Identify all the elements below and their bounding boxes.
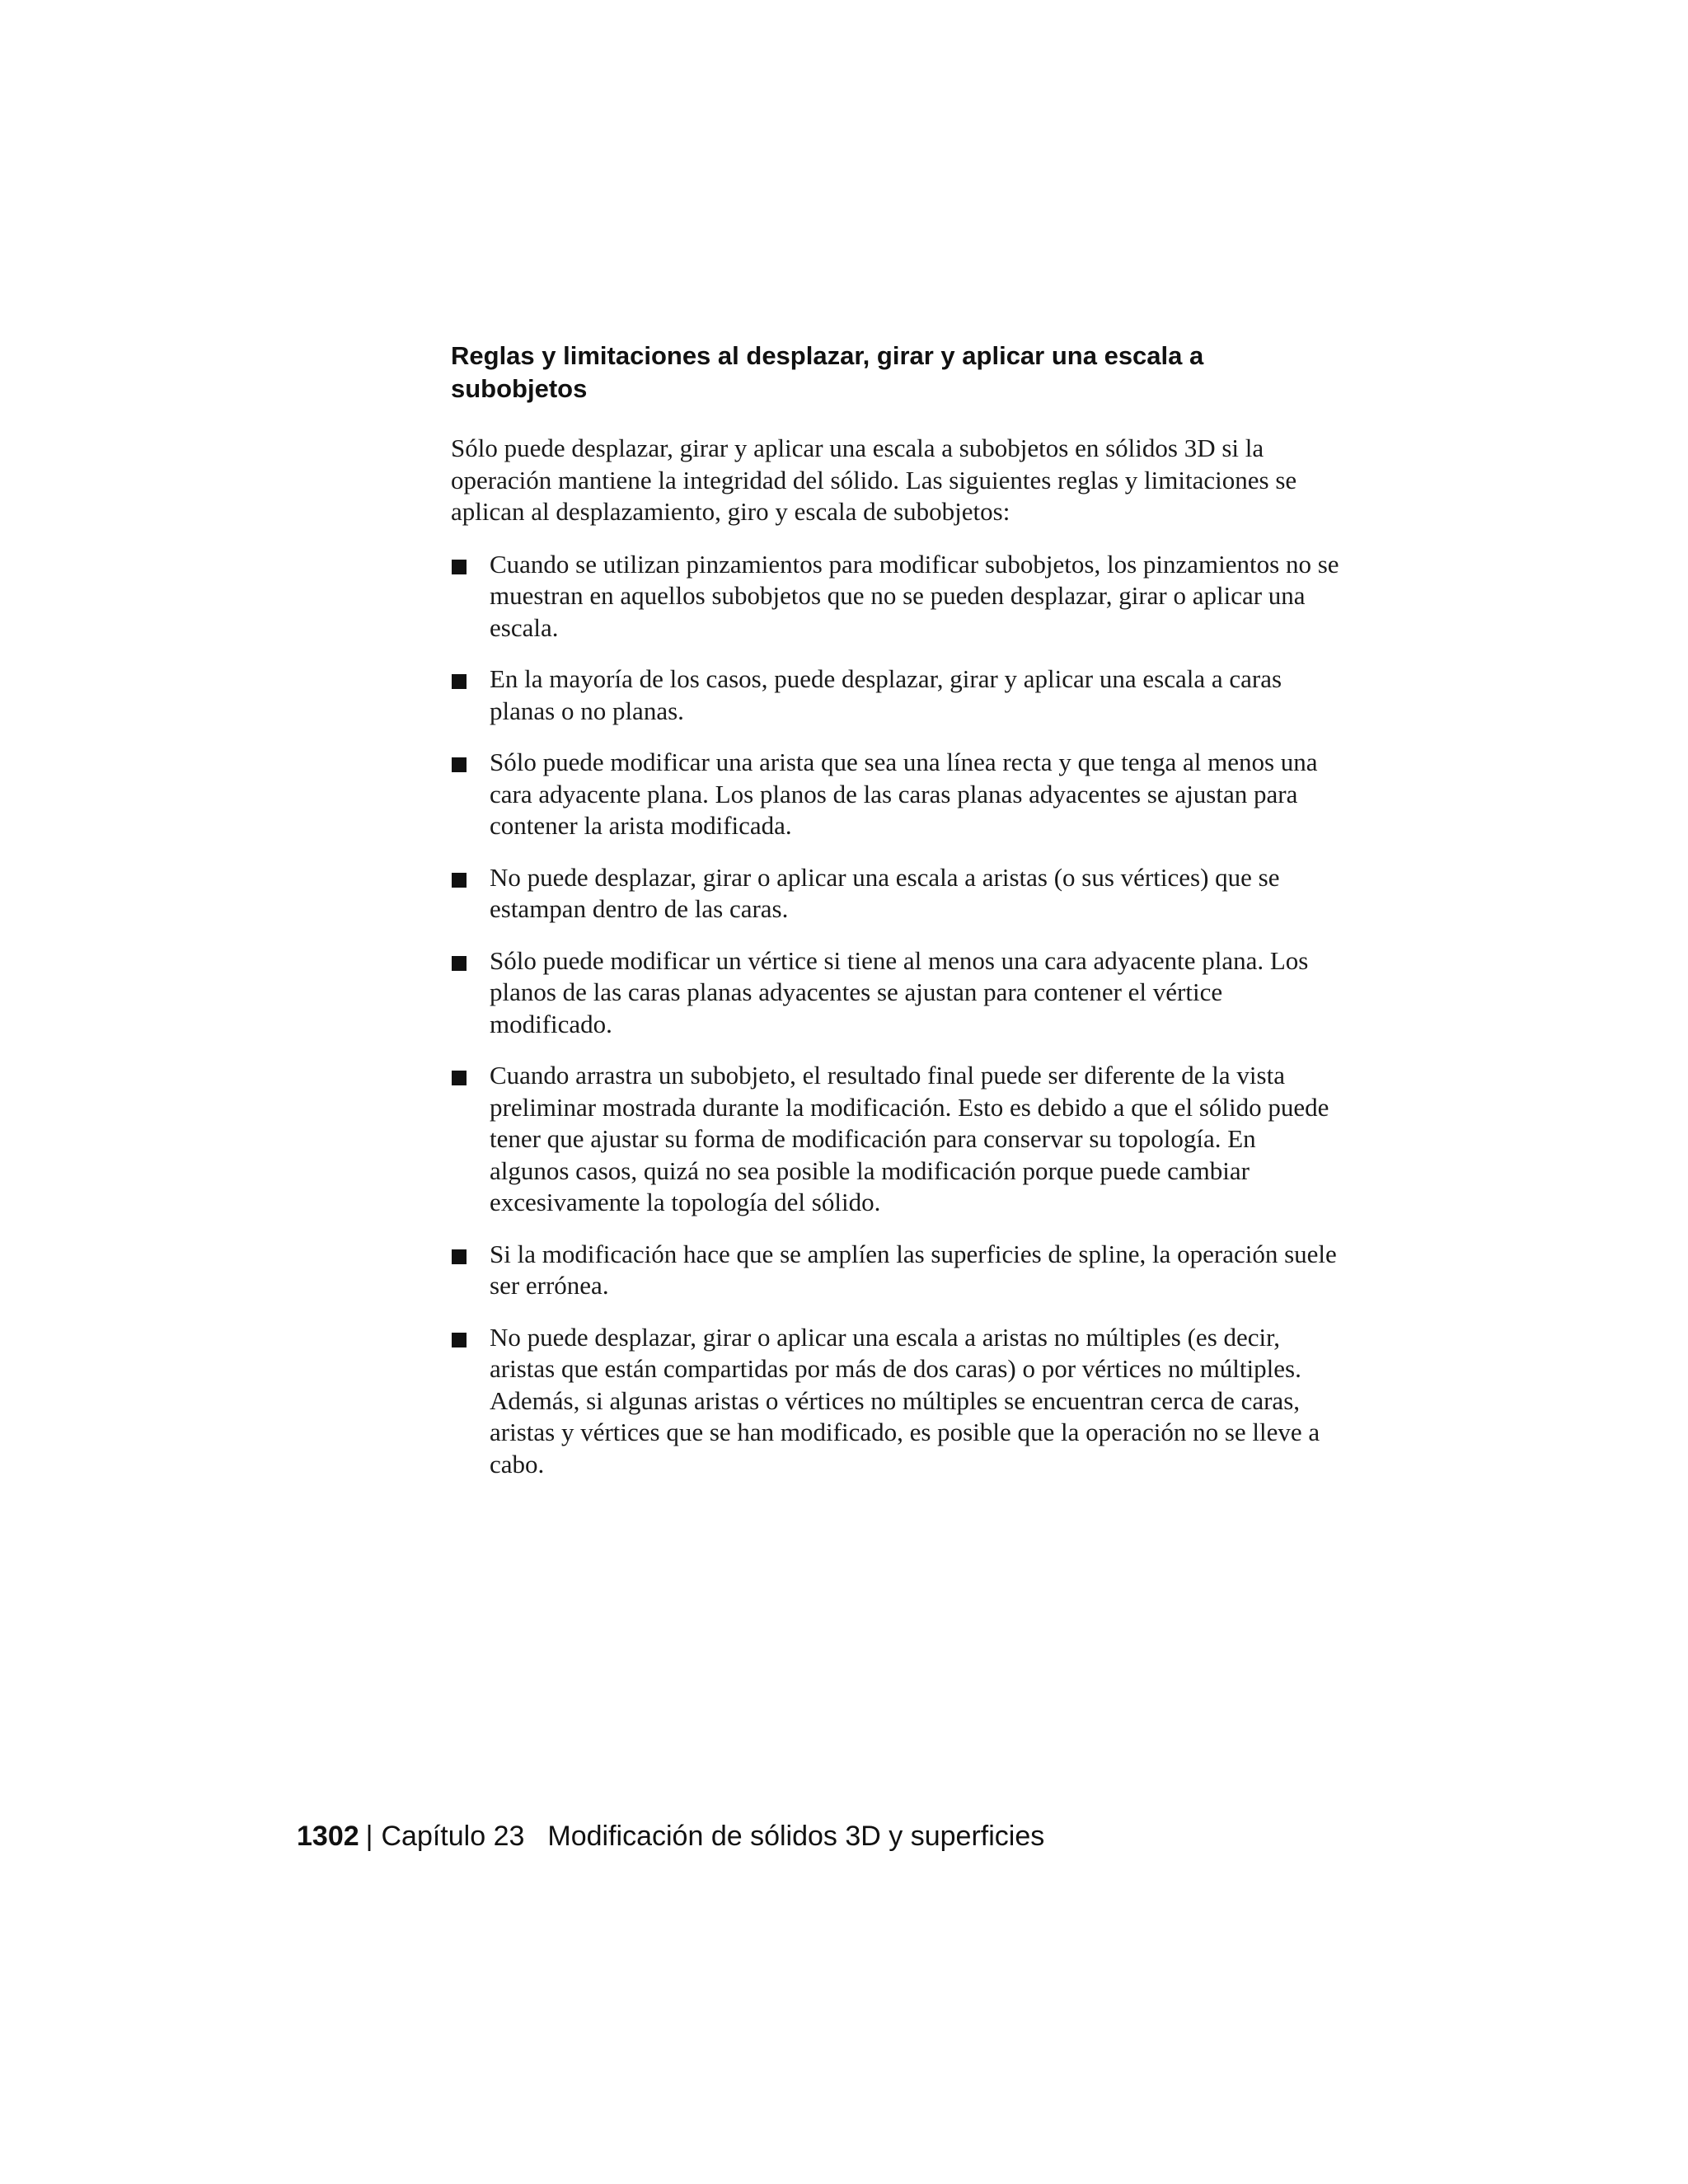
list-item-text: Cuando arrastra un subobjeto, el resultado final puede ser diferente de la vista preliminar mostrada durante la modificación. Esto es debido a que el sólido puede tener que ajustar su forma de modificación para conservar su topología. En algunos casos, quizá no sea posible la modificación porque puede cambiar excesivamente la topología del sólido. xyxy=(490,1061,1329,1216)
list-item xyxy=(451,945,1341,1041)
list-item-text: Sólo puede modificar un vértice si tiene al menos una cara adyacente plana. Los planos de las caras planas adyacentes se ajustan para contener el vértice modificado. xyxy=(490,945,1309,1038)
page-content xyxy=(451,340,1341,1500)
chapter-title: Modificación de sólidos 3D y superficies xyxy=(547,1821,1045,1852)
list-item-text: Sólo puede modificar una arista que sea una línea recta y que tenga al menos una cara adyacente plana. Los planos de las caras planas adyacentes se ajustan para contener la arista modificada. xyxy=(490,748,1318,840)
list-item xyxy=(451,747,1341,842)
bullet-square-icon xyxy=(452,560,467,574)
bullet-square-icon xyxy=(452,956,467,971)
bullet-square-icon xyxy=(452,873,467,888)
intro-paragraph: Sólo puede desplazar, girar y aplicar una escala a subobjetos en sólidos 3D si la operación mantiene la integridad del sólido. Las siguientes reglas y limitaciones se aplican al desplazamiento, giro y escala de subobjetos: xyxy=(451,434,1297,526)
bullet-square-icon xyxy=(452,1333,467,1347)
footer-separator: | xyxy=(365,1821,373,1852)
list-item xyxy=(451,549,1341,644)
list-item xyxy=(451,1239,1341,1302)
bullet-square-icon xyxy=(452,674,467,689)
bullet-square-icon xyxy=(452,1249,467,1264)
list-item-text: Cuando se utilizan pinzamientos para modificar subobjetos, los pinzamientos no se muestran en aquellos subobjetos que no se pueden desplazar, girar o aplicar una escala. xyxy=(490,549,1339,642)
list-item xyxy=(451,1322,1341,1481)
bullet-square-icon xyxy=(452,1071,467,1085)
rules-list xyxy=(451,549,1341,1481)
bullet-square-icon xyxy=(452,757,467,772)
chapter-label: Capítulo 23 xyxy=(381,1821,525,1852)
section-heading: Reglas y limitaciones al desplazar, girar y aplicar una escala a subobjetos xyxy=(451,341,1204,403)
list-item xyxy=(451,1060,1341,1219)
list-item-text: No puede desplazar, girar o aplicar una escala a aristas (o sus vértices) que se estampan dentro de las caras. xyxy=(490,862,1280,923)
list-item xyxy=(451,663,1341,727)
page-footer xyxy=(297,1818,1044,1854)
list-item-text: No puede desplazar, girar o aplicar una escala a aristas no múltiples (es decir, aristas que están compartidas por más de dos caras) o por vértices no múltiples. Además, si algunas aristas o vértices no múltiples se encuentran cerca de caras, aristas y vértices que se han modificado, es posible que la operación no se lleve a cabo. xyxy=(490,1322,1320,1479)
list-item-text: Si la modificación hace que se amplíen las superficies de spline, la operación suele ser errónea. xyxy=(490,1239,1337,1300)
list-item-text: En la mayoría de los casos, puede desplazar, girar y aplicar una escala a caras planas o no planas. xyxy=(490,664,1282,725)
list-item xyxy=(451,862,1341,926)
page-number: 1302 xyxy=(297,1821,359,1852)
